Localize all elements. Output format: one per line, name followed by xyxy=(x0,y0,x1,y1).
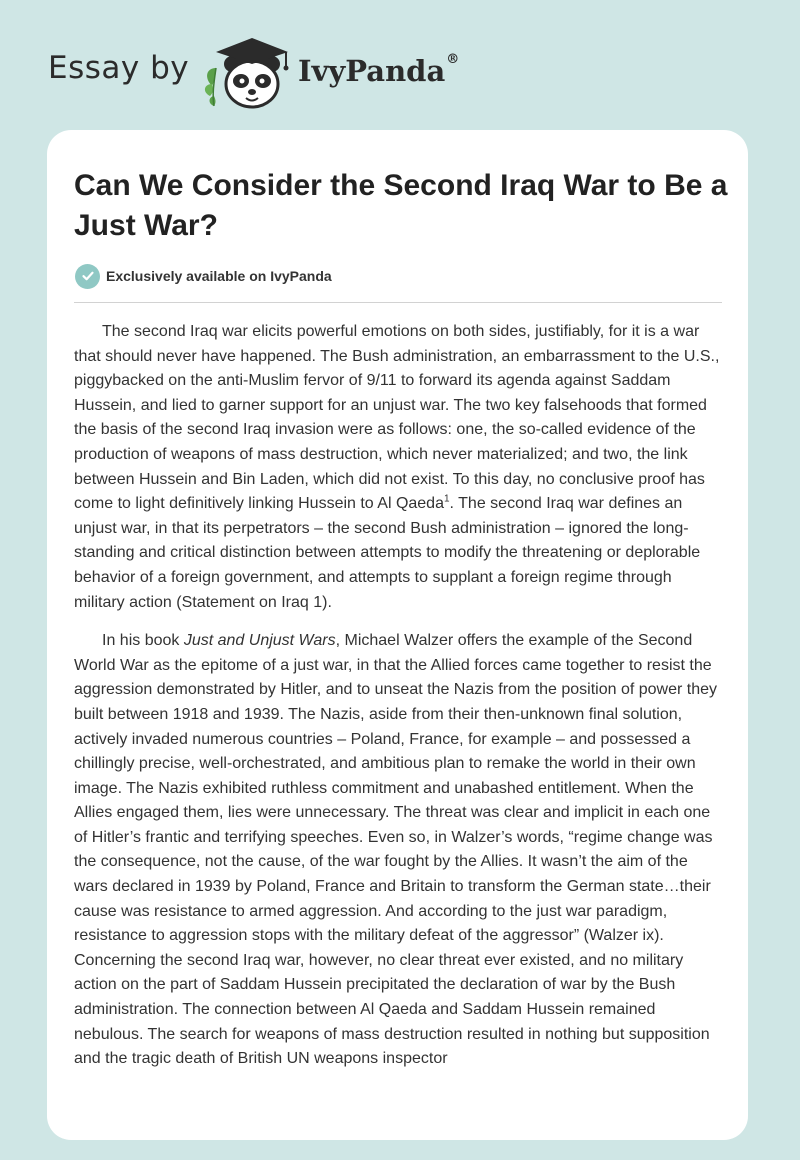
essay-by-label: Essay by xyxy=(48,50,190,86)
ivypanda-brand-name[interactable]: IvyPanda® xyxy=(298,52,460,88)
site-header xyxy=(0,0,800,130)
exclusive-badge xyxy=(75,263,332,289)
check-circle-icon xyxy=(75,264,100,289)
essay-body xyxy=(74,320,722,1086)
registered-mark: ® xyxy=(446,52,460,67)
paragraph-1: The second Iraq war elicits powerful emotions on both sides, justifiably, for it is a war that should never have happened. The Bush administration, an embarrassment to the U.S., piggybacked on the anti-Muslim fervor of 9/11 to forward its agenda against Saddam Hussein, and lied to garner support for an unjust war. The two key falsehoods that formed the basis of the second Iraq invasion were as follows: one, the so-called evidence of the production of weapons of mass destruction, which never materialized; and two, the link between Hussein and Bin Laden, which did not exist. To this day, no conclusive proof has come to light definitively linking Hussein to Al Qaeda$^1$. The second Iraq war defines an unjust war, in that its perpetrators – the second Bush administration – ignored the long-standing and critical distinction between attempts to modify the threatening or deplorable behavior of a foreign government, and attempts to supplant a foreign regime through military action (Statement on Iraq 1). xyxy=(74,323,720,611)
book-title: Just and Unjust Wars xyxy=(183,632,336,650)
paragraph-2: In his book Just and Unjust Wars, Michael Walzer offers the example of the Second World War as the epitome of a just war, in that the Allied forces came together to resist the aggression demonstrated by Hitler, and to unseat the Nazis from the position of power they built between 1918 and 1939. The Nazis, aside from their then-unknown final solution, actively invaded numerous countries – Poland, France, for example – and possessed a chillingly precise, well-orchestrated, and ambitious plan to remake the world in their own image. The Nazis exhibited ruthless commitment and unabashed entitlement. When the Allies engaged them, lies were unnecessary. The threat was clear and implicit in each one of Hitler’s frantic and terrifying speeches. Even so, in Walzer’s words, “regime change was the consequence, not the cause, of the war fought by the Allies. It wasn’t the aim of the wars declared in 1939 by Poland, France and Britain to transform the German state…their cause was resistance to armed aggression. And according to the just war paradigm, resistance to aggression stops with the military defeat of the aggressor” (Walzer ix). Concerning the second Iraq war, however, no clear threat ever existed, and no military action on the part of Saddam Hussein precipitated the declaration of war by the Bush administration. The connection between Al Qaeda and Saddam Hussein remained nebulous. The search for weapons of mass destruction resulted in nothing but supposition and the tragic death of British UN weapons inspector xyxy=(74,632,718,1068)
divider xyxy=(74,302,722,303)
exclusive-badge-label: Exclusively available on IvyPanda xyxy=(106,268,332,284)
footnote-ref: 1 xyxy=(443,493,450,505)
essay-card xyxy=(47,130,748,1140)
ivypanda-logo-icon xyxy=(202,34,294,110)
essay-title: Can We Consider the Second Iraq War to Be a Just War? xyxy=(74,169,728,242)
